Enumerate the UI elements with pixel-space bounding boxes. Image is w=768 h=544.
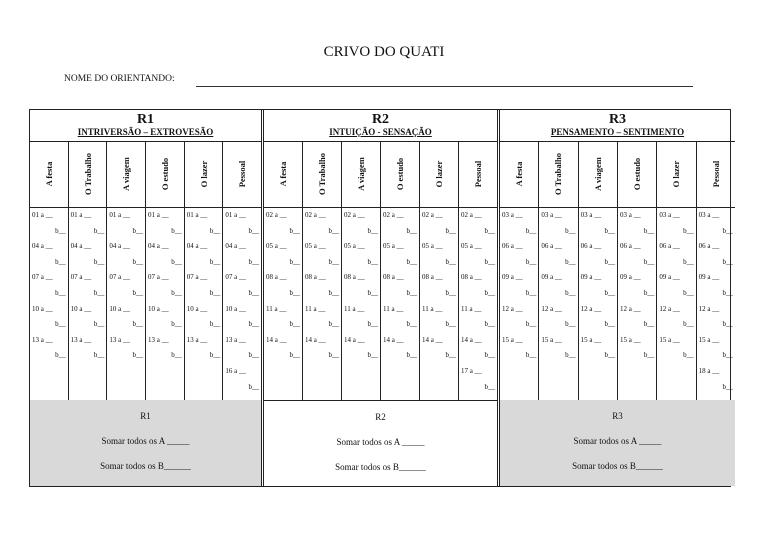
- answer-a-field[interactable]: 09 a __: [659, 273, 680, 282]
- column: [579, 141, 618, 400]
- column-header-label: O lazer: [434, 160, 444, 188]
- column: [30, 141, 69, 400]
- column: [697, 141, 735, 400]
- answer-b-field[interactable]: b__: [565, 320, 576, 329]
- grid-table: [29, 109, 731, 487]
- answer-b-field[interactable]: b__: [683, 226, 694, 235]
- answer-a-field[interactable]: 12 a __: [659, 304, 680, 313]
- column-header-label: Pessoal: [237, 160, 248, 188]
- footer-label: R3: [612, 411, 623, 421]
- answer-a-field[interactable]: 08 a __: [422, 273, 443, 282]
- answer-a-field[interactable]: 03 a __: [580, 211, 602, 219]
- answer-b-field[interactable]: b__: [484, 382, 495, 391]
- answer-a-field[interactable]: 08 a __: [266, 273, 287, 282]
- sum-b-field[interactable]: Somar todos os B______: [100, 461, 191, 471]
- answer-a-field[interactable]: 05 a __: [461, 242, 482, 251]
- answer-b-field[interactable]: b__: [132, 351, 144, 360]
- answer-a-field[interactable]: 15 a __: [698, 335, 720, 344]
- section-r2: [264, 110, 497, 486]
- answer-b-field[interactable]: b__: [406, 351, 417, 360]
- column: [381, 141, 420, 400]
- column-header-label: O estudo: [632, 157, 643, 191]
- column-header: [264, 141, 302, 208]
- section-footer: [500, 400, 735, 486]
- answer-a-field[interactable]: 13 a __: [109, 335, 130, 344]
- answer-a-field[interactable]: 14 a __: [266, 335, 287, 344]
- answer-a-field[interactable]: 01 a __: [70, 211, 92, 219]
- column-header-label: O lazer: [671, 160, 682, 188]
- section-code: R1: [136, 112, 155, 127]
- answer-b-field[interactable]: b__: [367, 257, 378, 266]
- column-header: [697, 141, 735, 208]
- answer-b-field[interactable]: b__: [722, 320, 733, 329]
- answer-a-field[interactable]: 03 a __: [659, 211, 680, 219]
- answer-b-field[interactable]: b__: [248, 226, 260, 235]
- answer-a-field[interactable]: 12 a __: [580, 304, 602, 313]
- name-input-line[interactable]: [196, 86, 693, 87]
- answer-a-field[interactable]: 05 a __: [305, 242, 326, 251]
- column-header: [618, 141, 656, 208]
- answer-a-field[interactable]: 04 a __: [32, 242, 53, 251]
- answer-a-field[interactable]: 10 a __: [148, 304, 169, 313]
- answer-b-field[interactable]: b__: [484, 320, 495, 329]
- answer-b-field[interactable]: b__: [445, 351, 456, 360]
- section-subtitle: PENSAMENTO – SENTIMENTO: [550, 127, 685, 137]
- answer-a-field[interactable]: 04 a __: [225, 242, 246, 251]
- answer-b-field[interactable]: b__: [248, 351, 260, 360]
- answer-b-field[interactable]: b__: [643, 226, 655, 235]
- sum-a-field[interactable]: Somar todos os A _____: [573, 436, 662, 446]
- answer-a-field[interactable]: 10 a __: [32, 304, 53, 313]
- column-header-label: A viagem: [121, 157, 132, 191]
- column-header: [459, 141, 497, 208]
- column-header-label: A festa: [43, 161, 54, 187]
- answer-b-field[interactable]: b__: [722, 226, 733, 235]
- answer-b-field[interactable]: b__: [132, 226, 144, 235]
- answer-a-field[interactable]: 07 a __: [70, 273, 92, 282]
- answer-a-field[interactable]: 11 a __: [422, 304, 443, 313]
- answer-a-field[interactable]: 08 a __: [461, 273, 482, 282]
- section-code: R2: [371, 112, 390, 127]
- answer-a-field[interactable]: 06 a __: [698, 242, 720, 251]
- answer-columns: [500, 141, 735, 400]
- answer-b-field[interactable]: b__: [93, 320, 105, 329]
- column-header-label: Pessoal: [710, 160, 721, 188]
- answer-b-field[interactable]: b__: [643, 257, 655, 266]
- answer-b-field[interactable]: b__: [171, 351, 182, 360]
- column: [657, 141, 696, 400]
- answer-a-field[interactable]: 09 a __: [698, 273, 720, 282]
- answer-a-field[interactable]: 03 a __: [502, 211, 523, 219]
- answer-b-field[interactable]: b__: [445, 257, 456, 266]
- column-header: [539, 141, 577, 208]
- answer-b-field[interactable]: b__: [565, 257, 576, 266]
- footer-label: R2: [375, 412, 386, 422]
- answer-a-field[interactable]: 05 a __: [266, 242, 287, 251]
- column-header: [303, 141, 341, 208]
- answer-columns: [30, 141, 261, 400]
- column-header: [420, 141, 458, 208]
- answer-a-field[interactable]: 02 a __: [383, 211, 404, 219]
- answer-a-field[interactable]: 08 a __: [305, 273, 326, 282]
- column-header-label: O Trabalho: [82, 153, 93, 195]
- answer-b-field[interactable]: b__: [722, 351, 733, 360]
- answer-a-field[interactable]: 12 a __: [541, 304, 562, 313]
- answer-b-field[interactable]: b__: [55, 351, 66, 360]
- answer-b-field[interactable]: b__: [171, 320, 182, 329]
- answer-a-field[interactable]: 03 a __: [541, 211, 562, 219]
- answer-a-field[interactable]: 02 a __: [422, 211, 443, 219]
- answer-a-field[interactable]: 12 a __: [502, 304, 523, 313]
- column: [146, 141, 185, 400]
- footer-label: R1: [140, 411, 151, 421]
- answer-a-field[interactable]: 16 a __: [225, 366, 246, 375]
- answer-a-field[interactable]: 15 a __: [659, 335, 680, 344]
- answer-a-field[interactable]: 15 a __: [619, 335, 641, 344]
- answer-b-field[interactable]: b__: [565, 288, 576, 297]
- answer-a-field[interactable]: 05 a __: [344, 242, 365, 251]
- answer-b-field[interactable]: b__: [132, 320, 144, 329]
- section-footer: [30, 400, 261, 486]
- answer-b-field[interactable]: b__: [93, 288, 105, 297]
- column-header: [69, 141, 107, 208]
- section-subtitle: INTUIÇÃO - SENSAÇÃO: [329, 127, 432, 137]
- section-subtitle: INTRIVERSÃO – EXTROVESÃO: [77, 127, 214, 137]
- answer-a-field[interactable]: 14 a __: [305, 335, 326, 344]
- answer-b-field[interactable]: b__: [248, 320, 260, 329]
- answer-a-field[interactable]: 09 a __: [619, 273, 641, 282]
- answer-b-field[interactable]: b__: [171, 257, 182, 266]
- answer-a-field[interactable]: 06 a __: [502, 242, 523, 251]
- column-header: [579, 141, 617, 208]
- answer-b-field[interactable]: b__: [525, 351, 537, 360]
- answer-b-field[interactable]: b__: [643, 320, 655, 329]
- column-header: [657, 141, 695, 208]
- sum-b-field[interactable]: Somar todos os B______: [572, 461, 663, 471]
- column-header-label: O Trabalho: [317, 153, 327, 195]
- answer-a-field[interactable]: 15 a __: [580, 335, 602, 344]
- answer-a-field[interactable]: 14 a __: [344, 335, 365, 344]
- column: [107, 141, 146, 400]
- section-footer: [264, 400, 497, 486]
- answer-a-field[interactable]: 09 a __: [502, 273, 523, 282]
- answer-b-field[interactable]: b__: [484, 226, 495, 235]
- answer-b-field[interactable]: b__: [289, 257, 300, 266]
- answer-a-field[interactable]: 01 a __: [109, 211, 130, 219]
- answer-b-field[interactable]: b__: [289, 226, 300, 235]
- column: [459, 141, 497, 400]
- answer-b-field[interactable]: b__: [289, 351, 300, 360]
- column-header-label: O lazer: [198, 160, 209, 188]
- answer-b-field[interactable]: b__: [406, 257, 417, 266]
- answer-b-field[interactable]: b__: [604, 257, 615, 266]
- column-header-label: Pessoal: [473, 160, 483, 188]
- answer-b-field[interactable]: b__: [248, 257, 260, 266]
- answer-b-field[interactable]: b__: [565, 226, 576, 235]
- answer-a-field[interactable]: 13 a __: [186, 335, 208, 344]
- answer-b-field[interactable]: b__: [93, 226, 105, 235]
- answer-a-field[interactable]: 07 a __: [32, 273, 53, 282]
- column: [342, 141, 381, 400]
- answer-b-field[interactable]: b__: [132, 288, 144, 297]
- answer-a-field[interactable]: 17 a __: [461, 366, 482, 375]
- answer-b-field[interactable]: b__: [209, 351, 221, 360]
- answer-a-field[interactable]: 03 a __: [619, 211, 641, 219]
- sum-a-field[interactable]: Somar todos os A _____: [336, 437, 425, 447]
- column: [264, 141, 303, 400]
- answer-b-field[interactable]: b__: [406, 320, 417, 329]
- answer-b-field[interactable]: b__: [171, 226, 182, 235]
- answer-b-field[interactable]: b__: [643, 288, 655, 297]
- section-r3: [500, 110, 735, 486]
- answer-a-field[interactable]: 10 a __: [225, 304, 246, 313]
- answer-a-field[interactable]: 14 a __: [422, 335, 443, 344]
- column-header-label: A viagem: [356, 157, 366, 191]
- answer-b-field[interactable]: b__: [683, 288, 694, 297]
- answer-a-field[interactable]: 03 a __: [698, 211, 720, 219]
- answer-a-field[interactable]: 01 a __: [225, 211, 246, 219]
- column: [420, 141, 459, 400]
- answer-a-field[interactable]: 02 a __: [305, 211, 326, 219]
- column-header: [223, 141, 261, 208]
- column-header-label: A festa: [514, 161, 525, 187]
- answer-b-field[interactable]: b__: [367, 226, 378, 235]
- column-header-label: O estudo: [395, 157, 405, 191]
- answer-b-field[interactable]: b__: [683, 320, 694, 329]
- column-header-label: A viagem: [592, 157, 603, 191]
- answer-a-field[interactable]: 13 a __: [70, 335, 92, 344]
- name-label: NOME DO ORIENTANDO:: [64, 74, 175, 84]
- answer-b-field[interactable]: b__: [683, 351, 694, 360]
- column: [69, 141, 108, 400]
- answer-b-field[interactable]: b__: [565, 351, 576, 360]
- answer-a-field[interactable]: 11 a __: [305, 304, 326, 313]
- answer-b-field[interactable]: b__: [604, 226, 615, 235]
- answer-b-field[interactable]: b__: [328, 257, 339, 266]
- section-code: R3: [608, 112, 627, 127]
- column-header: [107, 141, 145, 208]
- answer-b-field[interactable]: b__: [722, 257, 733, 266]
- answer-a-field[interactable]: 11 a __: [461, 304, 482, 313]
- answer-b-field[interactable]: b__: [209, 257, 221, 266]
- answer-b-field[interactable]: b__: [722, 382, 733, 391]
- answer-a-field[interactable]: 18 a __: [698, 366, 720, 375]
- answer-b-field[interactable]: b__: [367, 351, 378, 360]
- answer-b-field[interactable]: b__: [484, 257, 495, 266]
- answer-a-field[interactable]: 06 a __: [619, 242, 641, 251]
- answer-b-field[interactable]: b__: [445, 288, 456, 297]
- column-header: [30, 141, 68, 208]
- column: [223, 141, 261, 400]
- answer-a-field[interactable]: 07 a __: [225, 273, 246, 282]
- answer-b-field[interactable]: b__: [209, 226, 221, 235]
- answer-a-field[interactable]: 14 a __: [461, 335, 482, 344]
- column-header: [146, 141, 184, 208]
- answer-a-field[interactable]: 10 a __: [109, 304, 130, 313]
- answer-b-field[interactable]: b__: [171, 288, 182, 297]
- column-header-label: O estudo: [159, 157, 170, 191]
- answer-a-field[interactable]: 08 a __: [383, 273, 404, 282]
- answer-b-field[interactable]: b__: [722, 288, 733, 297]
- answer-b-field[interactable]: b__: [55, 226, 66, 235]
- answer-b-field[interactable]: b__: [93, 257, 105, 266]
- answer-a-field[interactable]: 13 a __: [148, 335, 169, 344]
- answer-a-field[interactable]: 13 a __: [32, 335, 53, 344]
- answer-a-field[interactable]: 04 a __: [70, 242, 92, 251]
- column: [500, 141, 539, 400]
- answer-b-field[interactable]: b__: [328, 226, 339, 235]
- answer-b-field[interactable]: b__: [93, 351, 105, 360]
- column: [303, 141, 342, 400]
- answer-b-field[interactable]: b__: [55, 257, 66, 266]
- answer-b-field[interactable]: b__: [484, 351, 495, 360]
- section-r1: [30, 110, 261, 486]
- answer-b-field[interactable]: b__: [55, 320, 66, 329]
- answer-b-field[interactable]: b__: [328, 351, 339, 360]
- section-header: [30, 110, 261, 142]
- answer-b-field[interactable]: b__: [328, 320, 339, 329]
- answer-b-field[interactable]: b__: [406, 288, 417, 297]
- answer-a-field[interactable]: 06 a __: [659, 242, 680, 251]
- answer-b-field[interactable]: b__: [55, 288, 66, 297]
- answer-b-field[interactable]: b__: [525, 257, 537, 266]
- answer-a-field[interactable]: 13 a __: [225, 335, 246, 344]
- answer-b-field[interactable]: b__: [367, 288, 378, 297]
- answer-a-field[interactable]: 06 a __: [541, 242, 562, 251]
- answer-columns: [264, 141, 497, 400]
- answer-b-field[interactable]: b__: [604, 288, 615, 297]
- answer-a-field[interactable]: 08 a __: [344, 273, 365, 282]
- answer-b-field[interactable]: b__: [209, 288, 221, 297]
- answer-b-field[interactable]: b__: [683, 257, 694, 266]
- answer-a-field[interactable]: 15 a __: [541, 335, 562, 344]
- answer-a-field[interactable]: 04 a __: [109, 242, 130, 251]
- column-header: [342, 141, 380, 208]
- answer-b-field[interactable]: b__: [289, 288, 300, 297]
- answer-a-field[interactable]: 15 a __: [502, 335, 523, 344]
- answer-a-field[interactable]: 12 a __: [619, 304, 641, 313]
- answer-a-field[interactable]: 07 a __: [186, 273, 208, 282]
- answer-a-field[interactable]: 04 a __: [186, 242, 208, 251]
- answer-b-field[interactable]: b__: [604, 320, 615, 329]
- answer-b-field[interactable]: b__: [604, 351, 615, 360]
- answer-b-field[interactable]: b__: [525, 288, 537, 297]
- column-header: [500, 141, 538, 208]
- answer-a-field[interactable]: 14 a __: [383, 335, 404, 344]
- answer-b-field[interactable]: b__: [248, 288, 260, 297]
- column-header: [381, 141, 419, 208]
- column: [539, 141, 578, 400]
- answer-a-field[interactable]: 01 a __: [148, 211, 169, 219]
- answer-b-field[interactable]: b__: [525, 226, 537, 235]
- answer-a-field[interactable]: 04 a __: [148, 242, 169, 251]
- answer-b-field[interactable]: b__: [209, 320, 221, 329]
- answer-a-field[interactable]: 07 a __: [148, 273, 169, 282]
- column: [185, 141, 224, 400]
- column-header-label: O Trabalho: [553, 153, 564, 195]
- section-header: [264, 110, 497, 142]
- answer-a-field[interactable]: 01 a __: [186, 211, 208, 219]
- answer-b-field[interactable]: b__: [248, 382, 260, 391]
- answer-a-field[interactable]: 06 a __: [580, 242, 602, 251]
- answer-b-field[interactable]: b__: [643, 351, 655, 360]
- answer-b-field[interactable]: b__: [289, 320, 300, 329]
- answer-a-field[interactable]: 12 a __: [698, 304, 720, 313]
- column: [618, 141, 657, 400]
- answer-b-field[interactable]: b__: [484, 288, 495, 297]
- page-title: CRIVO DO QUATI: [323, 44, 445, 60]
- answer-b-field[interactable]: b__: [132, 257, 144, 266]
- answer-a-field[interactable]: 02 a __: [266, 211, 287, 219]
- answer-b-field[interactable]: b__: [445, 226, 456, 235]
- answer-a-field[interactable]: 05 a __: [383, 242, 404, 251]
- column-header-label: A festa: [278, 161, 288, 187]
- answer-a-field[interactable]: 09 a __: [541, 273, 562, 282]
- answer-b-field[interactable]: b__: [328, 288, 339, 297]
- answer-a-field[interactable]: 01 a __: [32, 211, 53, 219]
- answer-a-field[interactable]: 10 a __: [186, 304, 208, 313]
- column-header: [185, 141, 223, 208]
- answer-a-field[interactable]: 10 a __: [70, 304, 92, 313]
- answer-a-field[interactable]: 02 a __: [461, 211, 482, 219]
- answer-a-field[interactable]: 07 a __: [109, 273, 130, 282]
- section-header: [500, 110, 735, 142]
- answer-a-field[interactable]: 09 a __: [580, 273, 602, 282]
- answer-b-field[interactable]: b__: [445, 320, 456, 329]
- answer-a-field[interactable]: 11 a __: [266, 304, 287, 313]
- answer-a-field[interactable]: 11 a __: [383, 304, 404, 313]
- sum-a-field[interactable]: Somar todos os A _____: [101, 436, 190, 446]
- answer-b-field[interactable]: b__: [525, 320, 537, 329]
- answer-a-field[interactable]: 02 a __: [344, 211, 365, 219]
- answer-b-field[interactable]: b__: [367, 320, 378, 329]
- answer-b-field[interactable]: b__: [406, 226, 417, 235]
- sum-b-field[interactable]: Somar todos os B______: [335, 462, 426, 472]
- answer-a-field[interactable]: 11 a __: [344, 304, 365, 313]
- answer-a-field[interactable]: 05 a __: [422, 242, 443, 251]
